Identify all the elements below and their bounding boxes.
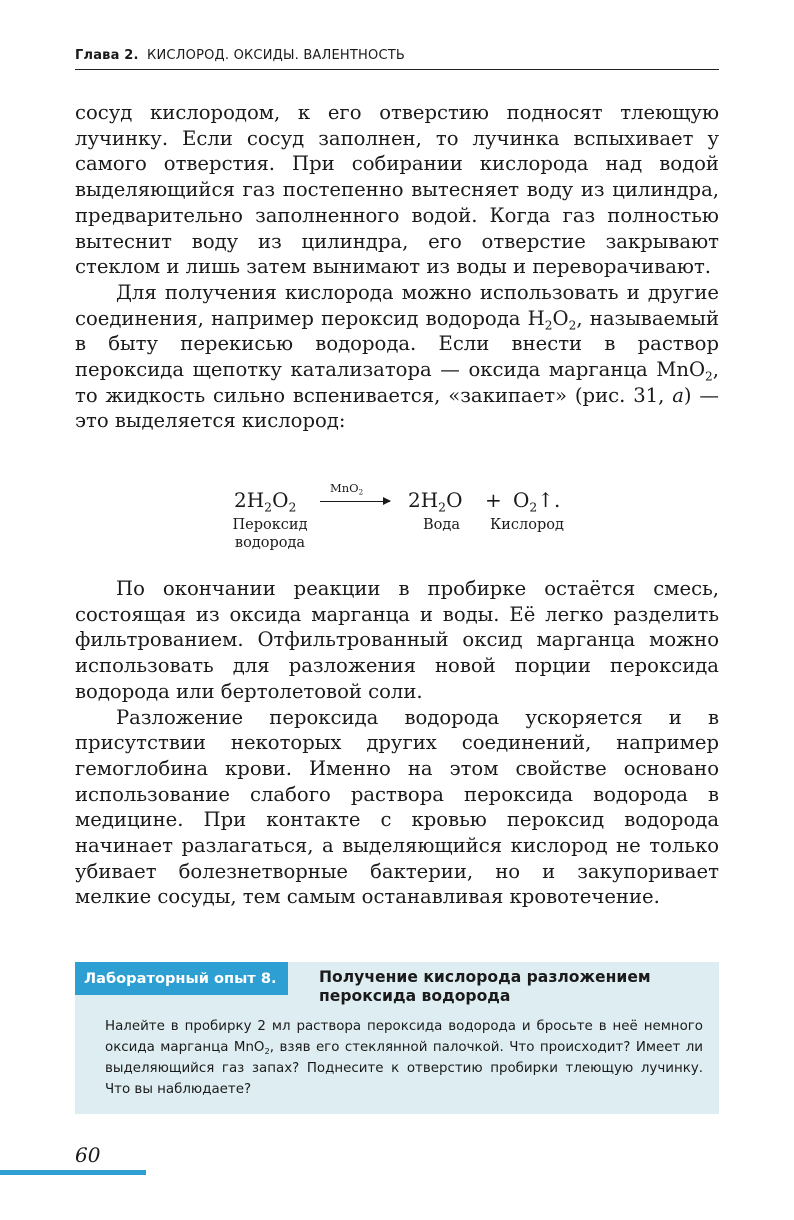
reaction-equation (0, 480, 794, 560)
page-accent-bar (0, 1170, 146, 1175)
label-water: Вода (423, 517, 460, 533)
reactant-formula: $2H_2O_2$ (234, 488, 297, 515)
paragraph-2: Для получения кислорода можно использовать и другие соединения, например пероксид водорода $H_2O_2$, называемый в быту перекисью водорода. Если внести в раствор пероксида щепотку катализатора — оксида марганца MnO$_2$, то жидкость сильно вспенивается, «закипает» (рис. 31, а) — это выделяется кислород: (75, 280, 719, 433)
lab-instructions: Налейте в пробирку 2 мл раствора пероксида водорода и бросьте в неё немного оксида марганца MnO$_2$, взяв его стеклянной палочкой. Что происходит? Имеет ли выделяющийся газ запах? Поднесите к отверстию пробирки тлеющую лучинку. Что вы наблюдаете? (105, 1019, 703, 1097)
running-header (75, 48, 719, 70)
paragraph-1: сосуд кислородом, к его отверстию подносят тлеющую лучинку. Если сосуд заполнен, то лучинка вспыхивает у самого отверстия. При собирании кислорода над водой выделяющийся газ постепенно вытесняет воду из цилиндра, предварительно заполненного водой. Когда газ полностью вытеснит воду из цилиндра, его отверстие закрывают стеклом и лишь затем вынимают из воды и переворачивают. (75, 101, 719, 279)
lab-title: Получение кислорода разложением пероксида водорода (319, 968, 651, 1005)
text-block-bottom (75, 576, 719, 910)
lab-experiment-box (75, 962, 719, 1114)
chapter-number: Глава 2. (75, 48, 139, 63)
product-water-formula: $2H_2O$ (408, 488, 463, 515)
paragraph-4: Разложение пероксида водорода ускоряется и в присутствии некоторых других соединений, например гемоглобина крови. Именно на этом свойстве основано использование слабого раствора пероксида водорода в медицине. При контакте с кровью пероксид водорода начинает разлагаться, а выделяющийся кислород не только убивает болезнетворные бактерии, но и закупоривает мелкие сосуды, тем самым останавливая кровотечение. (75, 705, 719, 909)
label-oxygen: Кислород (490, 517, 564, 533)
product-oxygen-formula: $O_2↑$. (513, 488, 561, 515)
reaction-arrow (320, 501, 390, 502)
plus-sign: + (485, 488, 502, 512)
label-hydrogen-peroxide: Пероксид водорода (232, 517, 308, 551)
catalyst-label: MnO$_2$ (330, 481, 364, 497)
page-number: 60 (75, 1143, 101, 1167)
lab-tag: Лабораторный опыт 8. (75, 962, 288, 995)
chapter-title: КИСЛОРОД. ОКСИДЫ. ВАЛЕНТНОСТЬ (147, 48, 405, 63)
text-block-top (75, 100, 719, 434)
paragraph-3: По окончании реакции в пробирке остаётся смесь, состоящая из оксида марганца и воды. Её легко разделить фильтрованием. Отфильтрованный оксид марганца можно использовать для разложения новой порции пероксида водорода или бертолетовой соли. (75, 577, 719, 703)
